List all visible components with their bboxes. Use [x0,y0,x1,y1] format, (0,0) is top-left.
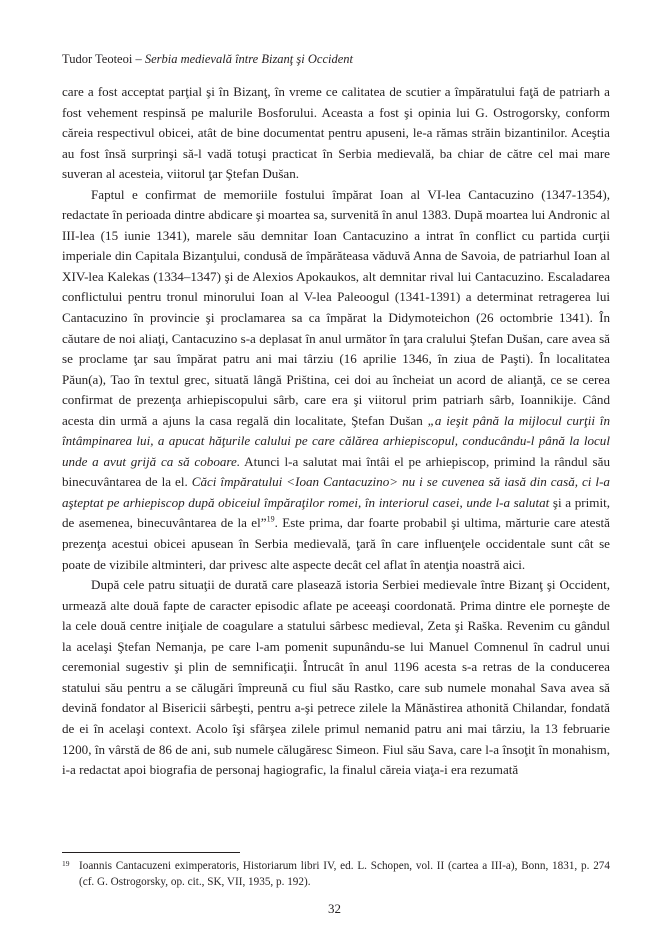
paragraph-2-part-b: Atunci l-a salutat mai întâi el pe arhiepiscop, primind la rândul său binecuvântarea de la el. [62,453,611,490]
running-head-title: Serbia medievală între Bizanţ şi Occident [144,52,353,66]
paragraph-2-part-c: şi a primit, de asemenea, binecuvântarea de la el” [62,494,610,531]
footnote-marker: 19 [62,859,70,868]
footnote-separator [62,852,240,853]
paragraph-2 [62,185,610,575]
running-head-author: Tudor Teoteoi – [62,52,145,66]
footnote-reference[interactable]: 19 [266,515,275,525]
footnote [62,859,610,890]
paragraph-3: După cele patru situaţii de durată care plasează istoria Serbiei medievale între Bizanţ şi Occident, urmează alte două fapte de caracter episodic aflate pe aceeaşi coordonată. Prima dintre ele porneşte de la cele două centre iniţiale de coagulare a statului sârbesc medieval, Zeta şi Raška. Revenim cu gândul la acelaşi Ştefan Nemanja, pe care l-am pomenit supunându-se lui Manuel Comnenul în cadrul unui ceremonial sugestiv şi plin de semnificaţii. Întrucât în anul 1196 acesta s-a retras de la conducerea statului său pentru a se călugări împreună cu fiul său Rastko, care sub numele monahal Sava avea să devină fondator al Bisericii sârbeşti, pentru a-şi petrece zilele la Mănăstirea athonită Chilandar, fondată de ei în acelaşi context. Acolo îşi sfârşea zilele primul nemanid patru ani mai târziu, la 13 februarie 1200, în vârstă de 86 de ani, sub numele călugăresc Simeon. Fiul său Sava, care l-a însoţit în monahism, i-a redactat apoi biografia de personaj hagiografic, la finalul căreia viaţa-i era rezumată [62,577,610,778]
page-number: 32 [328,901,341,916]
body-text [62,82,610,781]
quote-1: „a ieşit până la mijlocul curţii în întâmpinarea lui, a apucat hăţurile calului pe care călărea arhiepiscopul, conducându-l până la locul unde a avut grijă ca să coboare. [62,412,610,469]
footnote-text: Ioannis Cantacuzeni eximperatoris, Historiarum libri IV, ed. L. Schopen, vol. II (cartea a III-a), Bonn, 1831, p. 274 (cf. G. Ostrogorsky, op. cit., SK, VII, 1935, p. 192). [79,860,610,888]
quote-2: Căci împăratului <Ioan Cantacuzino> nu i se cuvenea să iasă din casă, ci l-a aşteptat pe arhiepiscop după obiceiul împăraţilor romei, în interiorul casei, unde l-a salutat [62,474,610,510]
paragraph-1: care a fost acceptat parţial şi în Bizanţ, în vreme ce calitatea de scutier a împăratului faţă de patriarh a fost vehement respinsă pe malurile Bosforului. Aceasta a fost şi opinia lui G. Ostrogorsky, conform căreia respectivul obicei, atât de bine documentat pentru apuseni, le-a rămas străin bizantinilor. Aceştia au fost însă surprinşi să-l vadă totuşi practicat în Serbia medievală, ba chiar de către cel mai mare suveran al acesteia, viitorul ţar Ştefan Dušan. [62,84,610,182]
paragraph-2-part-a: Faptul e confirmat de memoriile fostului împărat Ioan al VI-lea Cantacuzino (1347-1354), redactate în perioada dintre abdicare şi moartea sa, survenită în anul 1383. După moartea lui Andronic al III-lea (15 iunie 1341), marele său demnitar Ioan Cantacuzino a intrat în conflict cu partida curţii imperiale din Capitala Bizanţului, condusă de împărăteasa văduvă Anna de Savoia, de patriarhul Ioan al XIV-lea Kalekas (1334–1347) şi de Alexios Apokaukos, alt demnitar rival lui Cantacuzino. Escaladarea conflictului pentru tronul minorului Ioan al V-lea Paleoogul (1341-1391) a determinat retragerea lui Cantacuzino în provincie şi proclamarea sa ca împărat la Didymoteichon (26 octombrie 1341). În căutare de noi aliaţi, Cantacuzino s-a deplasat în anul următor în ţara cralului Ştefan Dušan, care avea să se proclame ţar sau împărat patru ani mai târziu (16 aprilie 1346, în ziua de Paşti). În localitatea Păun(a), Tao în textul grec, situată lângă Priština, cei doi au încheiat un acord de alianţă, ce se cerea confirmat de prezenţa arhiepiscopului sârb, care era şi viitorul prim patriarh sârb, Ioannikije. Când acesta din urmă a ajuns la casa regală din localitate, Ştefan Dušan [62,186,610,428]
running-head [62,51,622,67]
paragraph-2-part-d: . Este prima, dar foarte probabil şi ultima, mărturie care atestă prezenţa acestui obicei apusean în Serbia medievală, ţară în care influenţele occidentale sunt cât se poate de vizibile altminteri, dar privesc alte aspecte decât cel aflat în atenţia noastră aici. [62,515,610,572]
